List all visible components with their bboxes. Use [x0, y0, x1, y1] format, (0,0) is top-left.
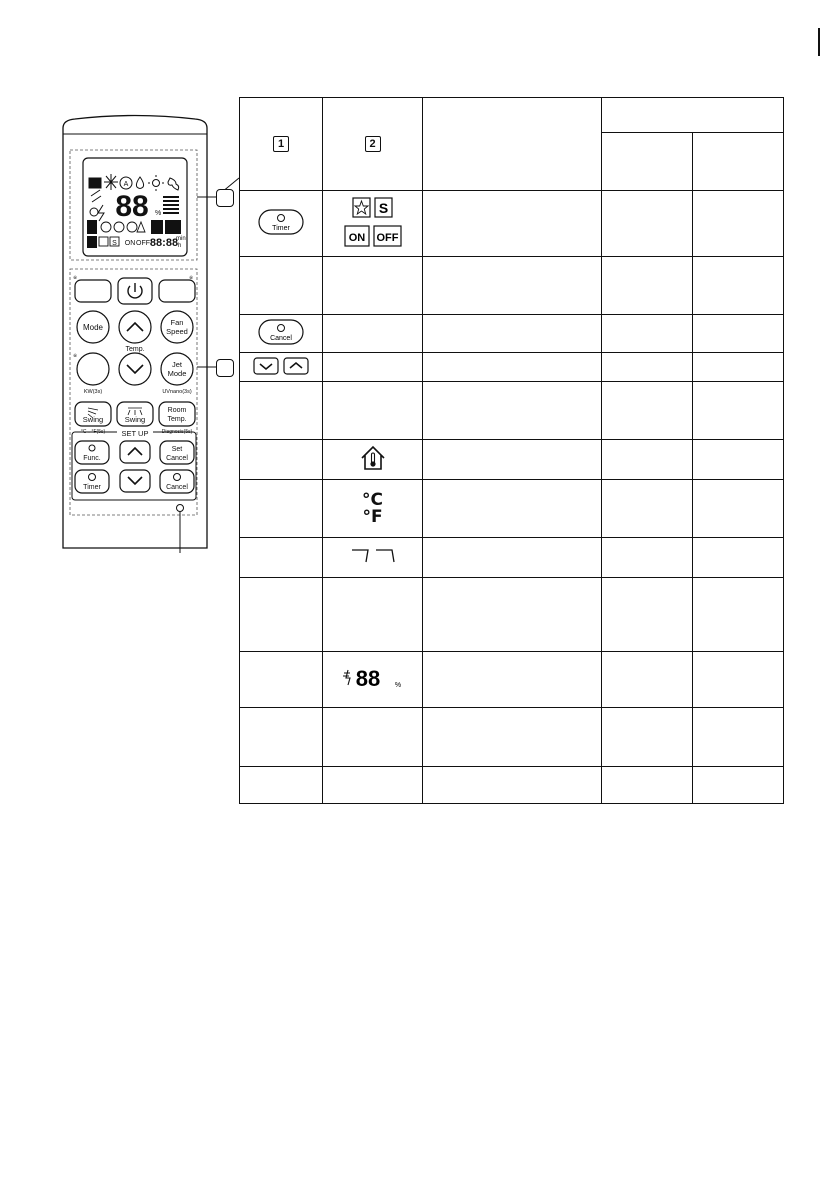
- header-cell-4: [602, 98, 784, 133]
- cancel-row-button-cell: [240, 315, 323, 353]
- header-subcell-1: [602, 133, 693, 191]
- timer-button-symbol: [258, 209, 304, 235]
- energy-icon: [343, 670, 350, 685]
- timer-row-icon-cell: [323, 191, 423, 257]
- temp-up-button[interactable]: [119, 311, 151, 343]
- celsius-symbol: °C: [362, 489, 383, 510]
- svg-text:※: ※: [73, 275, 78, 281]
- spec-table: [239, 97, 784, 804]
- svg-text:OFF: OFF: [376, 232, 398, 244]
- signal-bars-icon: [163, 196, 179, 214]
- kw-button[interactable]: [77, 353, 109, 385]
- setup-down-button[interactable]: [120, 470, 150, 492]
- svg-text:min: min: [176, 236, 186, 242]
- svg-text:Func.: Func.: [83, 455, 101, 462]
- svg-text:A: A: [123, 181, 129, 188]
- svg-text:Speed: Speed: [166, 327, 188, 336]
- svg-text:S: S: [378, 200, 388, 216]
- callout-box-1: [216, 189, 234, 207]
- timer-row-button-cell: [240, 191, 323, 257]
- svg-text:Room: Room: [167, 407, 187, 414]
- up-down-arrow-symbols: [251, 356, 311, 376]
- timer-display-symbols: [343, 194, 403, 250]
- svg-text:Cancel: Cancel: [270, 335, 292, 342]
- header-cell-1: [240, 98, 323, 191]
- svg-text:Timer: Timer: [83, 484, 101, 491]
- svg-text:%: %: [394, 682, 401, 689]
- svg-text:Mode: Mode: [167, 369, 187, 378]
- setup-up-button[interactable]: [120, 441, 150, 463]
- left-blank-button[interactable]: [75, 280, 111, 302]
- sensor-icon: [177, 505, 184, 512]
- svg-text:Fan: Fan: [170, 318, 184, 327]
- svg-text:ON: ON: [348, 232, 365, 244]
- energy-display-symbol: [340, 665, 406, 691]
- temp-down-button[interactable]: [119, 353, 151, 385]
- lcd-icon-row: [89, 174, 179, 191]
- chevron-down-icon: [260, 364, 272, 369]
- vane-position-icon: [348, 546, 398, 566]
- svg-text:Cancel: Cancel: [166, 484, 188, 491]
- vane-icon-cell: [323, 538, 423, 578]
- star-icon: [355, 201, 368, 214]
- temp-unit-cell: [323, 480, 423, 538]
- svg-text:KW(3s): KW(3s): [83, 389, 103, 395]
- svg-text:88: 88: [355, 666, 380, 691]
- svg-text:Cancel: Cancel: [166, 455, 188, 462]
- header-cell-3: [423, 98, 602, 191]
- svg-text:Mode: Mode: [82, 323, 104, 332]
- svg-text:Temp.: Temp.: [125, 346, 145, 353]
- cancel-button-symbol: [258, 319, 304, 345]
- callout-box-2: [216, 359, 234, 377]
- svg-text:Swing: Swing: [124, 415, 146, 424]
- column-number-1: 1: [273, 136, 289, 152]
- svg-text:SET UP: SET UP: [121, 429, 149, 438]
- svg-text:S: S: [112, 240, 117, 247]
- house-thermometer-icon: [359, 444, 387, 472]
- svg-text:Jet: Jet: [171, 360, 183, 369]
- svg-text:Timer: Timer: [272, 225, 290, 232]
- energy-display-cell: [323, 652, 423, 708]
- svg-text:OFF: OFF: [136, 240, 150, 247]
- svg-text:88:88: 88:88: [149, 237, 179, 249]
- column-number-2: 2: [365, 136, 381, 152]
- header-cell-2: [323, 98, 423, 191]
- svg-text:Swing: Swing: [82, 415, 104, 424]
- arrows-row-cell: [240, 353, 323, 382]
- svg-text:UVnano(3s): UVnano(3s): [162, 389, 192, 395]
- svg-text:h: h: [178, 243, 182, 249]
- svg-text:ON: ON: [124, 240, 136, 247]
- svg-text:Diagnosis(5s): Diagnosis(5s): [161, 429, 193, 435]
- svg-text:※: ※: [73, 353, 78, 359]
- svg-text:Temp.: Temp.: [167, 416, 187, 423]
- fahrenheit-symbol: °F: [362, 506, 383, 527]
- svg-text:°C↔°F(5s): °C↔°F(5s): [80, 429, 106, 435]
- room-temp-icon-cell: [323, 440, 423, 480]
- svg-text:※: ※: [189, 275, 194, 281]
- svg-text:%: %: [155, 210, 162, 217]
- right-blank-button[interactable]: [159, 280, 195, 302]
- svg-text:Set: Set: [171, 446, 183, 453]
- chevron-up-icon: [290, 363, 302, 368]
- lcd-digits: 88: [115, 190, 149, 223]
- header-subcell-2: [693, 133, 784, 191]
